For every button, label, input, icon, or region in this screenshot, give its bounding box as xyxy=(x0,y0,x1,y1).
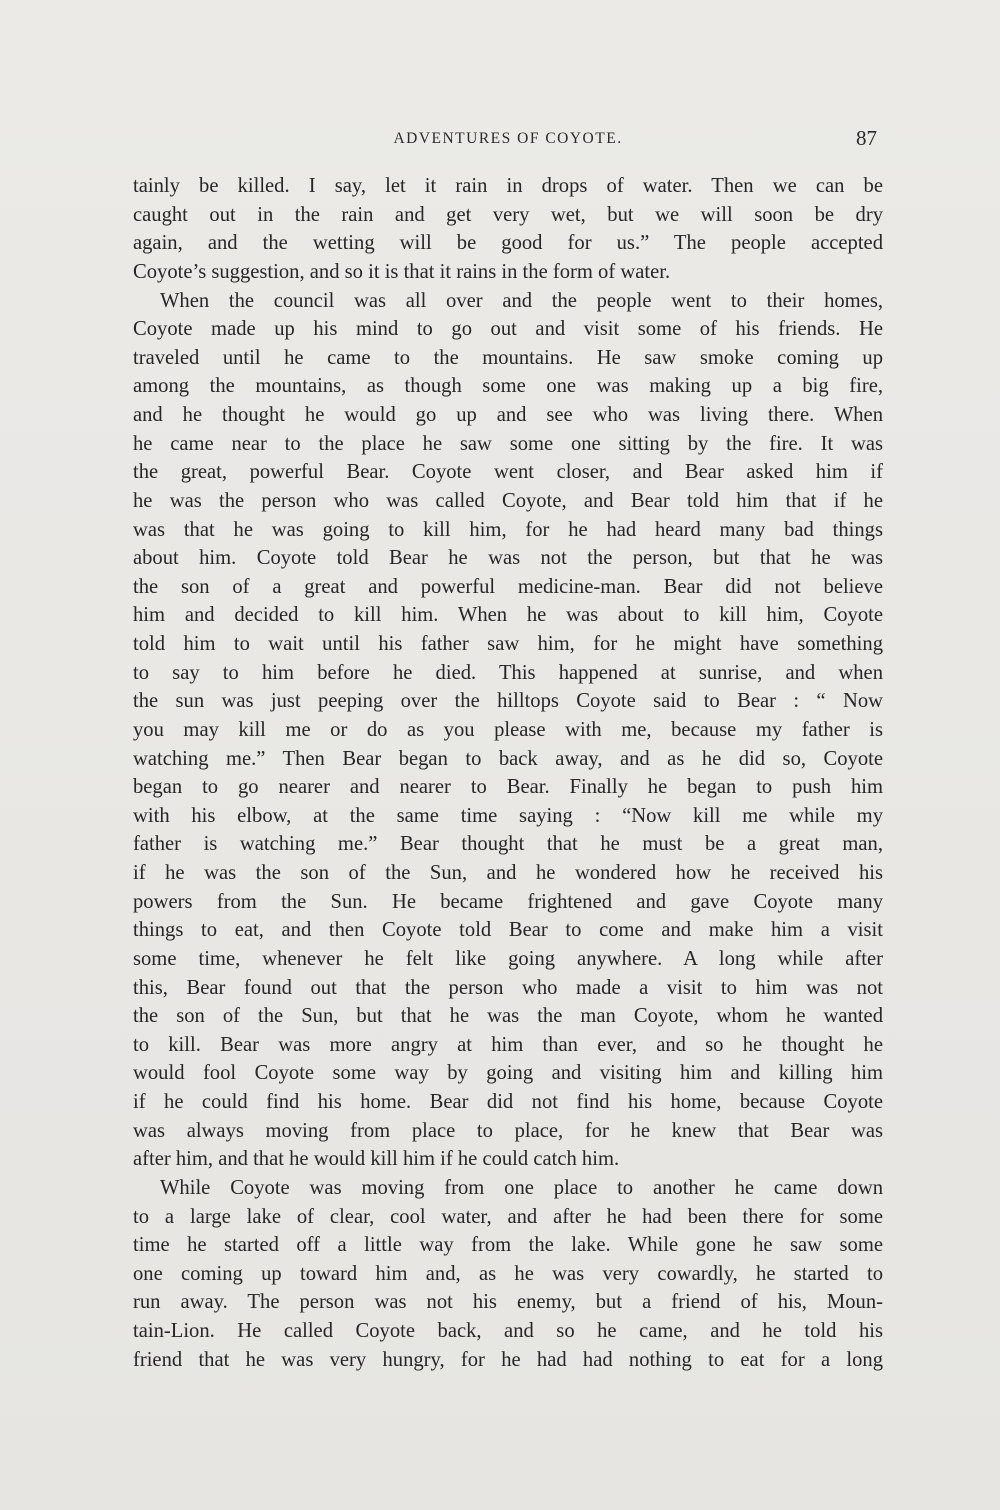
page-number: 87 xyxy=(856,126,877,150)
text-line: him and decided to kill him. When he was about to kill him, Coyote xyxy=(133,604,883,627)
text-line: was that he was going to kill him, for he had heard many bad things xyxy=(133,518,883,541)
text-line: if he was the son of the Sun, and he wondered how he received his xyxy=(133,862,883,884)
text-line: tainly be killed. I say, let it rain in drops of water. Then we can be xyxy=(133,175,883,197)
text-line: the sun was just peeping over the hilltops Coyote said to Bear : “ Now xyxy=(133,690,883,713)
text-line: time he started off a little way from the lake. While gone he saw some xyxy=(133,1234,883,1257)
text-line: While Coyote was moving from one place to another he came down xyxy=(160,1176,883,1199)
text-line: things to eat, and then Coyote told Bear to come and make him a visit xyxy=(133,919,883,942)
text-line: the son of a great and powerful medicine-man. Bear did not believe xyxy=(133,575,883,598)
text-line: with his elbow, at the same time saying : “Now kill me while my xyxy=(133,804,883,827)
text-line: Coyote’s suggestion, and so it is that it rains in the form of water. xyxy=(133,260,671,283)
running-title: ADVENTURES OF COYOTE. xyxy=(393,130,623,147)
text-line: to say to him before he died. This happened at sunrise, and when xyxy=(133,661,883,684)
text-line: and he thought he would go up and see who was living there. When xyxy=(133,404,883,426)
text-line: the great, powerful Bear. Coyote went closer, and Bear asked him if xyxy=(133,461,883,484)
page-header xyxy=(133,126,883,156)
text-line: again, and the wetting will be good for us.” The people accepted xyxy=(133,232,883,255)
text-line: powers from the Sun. He became frightened and gave Coyote many xyxy=(133,890,883,913)
text-line: began to go nearer and nearer to Bear. Finally he began to push him xyxy=(133,776,883,799)
text-line: this, Bear found out that the person who made a visit to him was not xyxy=(133,976,883,999)
text-line: When the council was all over and the people went to their homes, xyxy=(160,289,883,312)
text-line: if he could find his home. Bear did not find his home, because Coyote xyxy=(133,1091,883,1113)
text-line: the son of the Sun, but that he was the man Coyote, whom he wanted xyxy=(133,1005,883,1028)
text-line: was always moving from place to place, for he knew that Bear was xyxy=(133,1119,883,1142)
body-text xyxy=(133,172,883,1374)
text-line: one coming up toward him and, as he was very cowardly, he started to xyxy=(133,1262,883,1285)
text-line: father is watching me.” Bear thought that he must be a great man, xyxy=(133,833,883,856)
text-line: he was the person who was called Coyote, and Bear told him that if he xyxy=(133,489,883,512)
text-line: watching me.” Then Bear began to back away, and as he did so, Coyote xyxy=(133,747,883,770)
text-line: tain-Lion. He called Coyote back, and so he came, and he told his xyxy=(133,1320,883,1342)
text-line: friend that he was very hungry, for he had had nothing to eat for a long xyxy=(133,1348,883,1371)
text-line: you may kill me or do as you please with me, because my father is xyxy=(133,718,883,741)
text-line: some time, whenever he felt like going anywhere. A long while after xyxy=(133,947,883,970)
text-line: would fool Coyote some way by going and visiting him and killing him xyxy=(133,1062,883,1085)
text-line: to kill. Bear was more angry at him than ever, and so he thought he xyxy=(133,1033,883,1056)
text-line: traveled until he came to the mountains. He saw smoke coming up xyxy=(133,346,883,369)
text-line: about him. Coyote told Bear he was not the person, but that he was xyxy=(133,547,883,570)
text-line: among the mountains, as though some one was making up a big fire, xyxy=(133,375,883,398)
text-line: run away. The person was not his enemy, but a friend of his, Moun- xyxy=(133,1291,883,1314)
text-line: after him, and that he would kill him if he could catch him. xyxy=(133,1148,620,1171)
text-line: he came near to the place he saw some one sitting by the fire. It was xyxy=(133,432,883,455)
text-line: to a large lake of clear, cool water, and after he had been there for some xyxy=(133,1205,883,1228)
text-line: told him to wait until his father saw him, for he might have something xyxy=(133,633,883,655)
text-line: caught out in the rain and get very wet, but we will soon be dry xyxy=(133,203,883,226)
text-line: Coyote made up his mind to go out and visit some of his friends. He xyxy=(133,318,883,341)
